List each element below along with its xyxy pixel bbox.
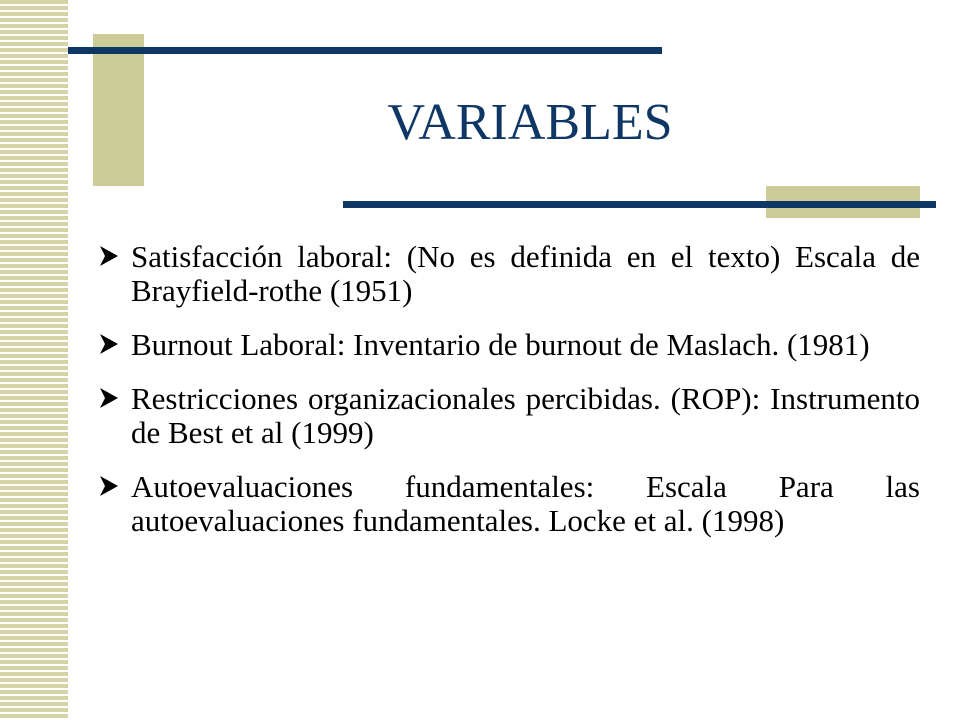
list-item (100, 470, 920, 538)
slide-title: VARIABLES (387, 94, 673, 151)
list-item (100, 240, 920, 308)
top-rule-bar (68, 47, 662, 54)
list-item-text: Satisfacción laboral: (No es definida en el texto) Escala de Brayfield-rothe (1951) (131, 239, 920, 308)
arrowhead-bullet-icon (100, 476, 118, 496)
top-left-accent-block (93, 34, 144, 186)
list-item (100, 328, 920, 362)
arrowhead-bullet-icon (100, 334, 118, 354)
list-item-text: Restricciones organizacionales percibidas. (ROP): Instrumento de Best et al (1999) (131, 381, 920, 450)
list-item (100, 382, 920, 450)
left-stripe-decoration (0, 0, 68, 720)
list-item-text: Autoevaluaciones fundamentales: Escala Para las autoevaluaciones fundamentales. Locke et al. (1998) (131, 469, 920, 538)
bullet-list (100, 240, 920, 558)
list-item-text: Burnout Laboral: Inventario de burnout de Maslach. (1981) (131, 327, 870, 362)
bottom-rule-bar (343, 201, 936, 208)
arrowhead-bullet-icon (100, 388, 118, 408)
arrowhead-bullet-icon (100, 246, 118, 266)
